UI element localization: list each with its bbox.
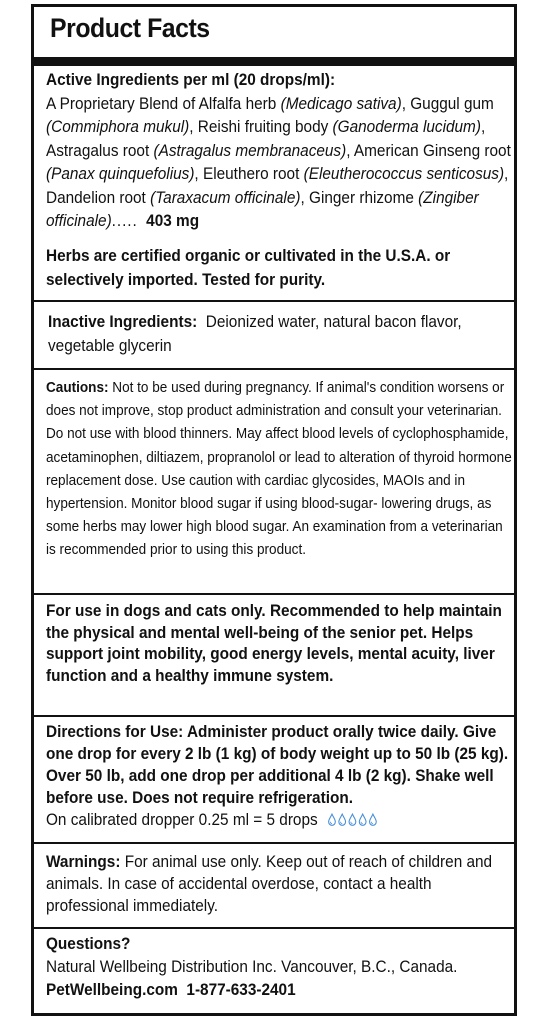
- divider: [34, 368, 514, 370]
- blend-intro: A Proprietary Blend of Alfalfa herb: [46, 94, 277, 113]
- latin-name: (Taraxacum officinale): [150, 188, 301, 207]
- product-facts-panel: [31, 4, 517, 1016]
- inactive-body: Deionized water, natural bacon flavor, vegetable glycerin: [48, 313, 462, 355]
- warnings-section: [46, 851, 504, 917]
- ingredient-name: , Astragalus root: [46, 118, 486, 160]
- ingredient-name: , Eleuthero root: [194, 165, 304, 183]
- directions-section: [46, 721, 509, 831]
- inactive-ingredients-section: [48, 311, 504, 358]
- divider: [34, 593, 514, 595]
- dropper-note: On calibrated dropper 0.25 ml = 5 drops: [46, 811, 318, 829]
- active-ingredients-section: [46, 69, 511, 234]
- ingredient-name: , Reishi fruiting body: [189, 118, 333, 136]
- cautions-heading: Cautions:: [46, 380, 109, 396]
- organic-note-section: [46, 245, 504, 292]
- ingredient-name: , Guggul gum: [401, 94, 494, 113]
- active-ingredients-text: [46, 69, 520, 234]
- latin-name: (Eleutherococcus senticosus): [303, 165, 505, 183]
- website-link[interactable]: PetWellbeing.com: [46, 981, 178, 999]
- latin-name: (Panax quinquefolius): [46, 165, 195, 183]
- cautions-body: Not to be used during pregnancy. If animal's condition worsens or does not improve, stop product administration and consult your veterinarian. Do not use with blood thinners. May affect blood levels of cyclophosphamide, acetaminophen, diltiazem, propranolol or lead to alteration of thyroid hormone replacement dose. Use caution with cardiac glycosides, MAOIs and in hypertension. Monitor blood sugar if using blood-sugar- lowering drugs, as some herbs may lower high blood sugar. An examination from a veterinarian is recommended prior to using this product.: [46, 380, 512, 559]
- water-drop-icon: [338, 813, 346, 826]
- divider: [34, 300, 514, 302]
- cautions-section: [46, 377, 512, 563]
- questions-text: [46, 933, 516, 1002]
- inactive-ingredients-text: [48, 311, 518, 358]
- divider: [34, 842, 514, 844]
- inactive-heading: Inactive Ingredients:: [48, 313, 198, 331]
- usage-text: For use in dogs and cats only. Recommended to help maintain the physical and mental well-being of the senior pet. Helps support joint mobility, good energy levels, mental acuity, liver function and a healthy immune system.: [46, 602, 502, 685]
- company-address: Natural Wellbeing Distribution Inc. Vancouver, B.C., Canada.: [46, 958, 458, 976]
- panel-title: Product Facts: [50, 13, 210, 43]
- water-drop-icon: [359, 813, 367, 826]
- divider: [34, 927, 514, 929]
- questions-heading: Questions?: [46, 935, 131, 953]
- organic-note: Herbs are certified organic or cultivated in the U.S.A. or selectively imported. Tested for purity.: [46, 247, 451, 289]
- latin-name: (Ganoderma lucidum): [332, 118, 481, 136]
- warnings-body: For animal use only. Keep out of reach of children and animals. In case of accidental overdose, contact a health professional immediately.: [46, 853, 493, 915]
- title-divider: [34, 57, 514, 66]
- usage-section: [46, 601, 504, 687]
- drop-icons: [326, 811, 377, 829]
- active-ingredients-heading: Active Ingredients per ml (20 drops/ml):: [46, 71, 336, 89]
- directions-text-block: [46, 721, 516, 831]
- directions-text: Directions for Use: Administer product orally twice daily. Give one drop for every 2 lb (1 kg) of body weight up to 50 lb (25 kg). Over 50 lb, add one drop per additional 4 lb (2 kg). Shake well before use. Does not require refrigeration.: [46, 723, 509, 807]
- water-drop-icon: [328, 813, 336, 826]
- questions-section: [46, 933, 504, 1002]
- latin-name: (Zingiber officinale): [46, 188, 479, 230]
- divider: [34, 715, 514, 717]
- active-amount: 403 mg: [146, 212, 200, 230]
- cautions-text: [46, 377, 514, 563]
- ingredient-name: , American Ginseng root: [346, 141, 511, 160]
- warnings-text: [46, 851, 516, 917]
- latin-name: (Astragalus membranaceus): [153, 141, 347, 160]
- ingredient-list: [46, 95, 511, 231]
- water-drop-icon: [369, 813, 377, 826]
- leader-dots: .....: [111, 212, 138, 230]
- warnings-heading: Warnings:: [46, 853, 121, 871]
- latin-name: (Commiphora mukul): [46, 118, 190, 136]
- latin-name: (Medicago sativa): [280, 94, 402, 113]
- phone-number[interactable]: 1-877-633-2401: [186, 981, 296, 999]
- water-drop-icon: [349, 813, 357, 826]
- ingredient-name: , Ginger rhizome: [300, 188, 419, 207]
- ingredient-name: , Dandelion root: [46, 165, 509, 207]
